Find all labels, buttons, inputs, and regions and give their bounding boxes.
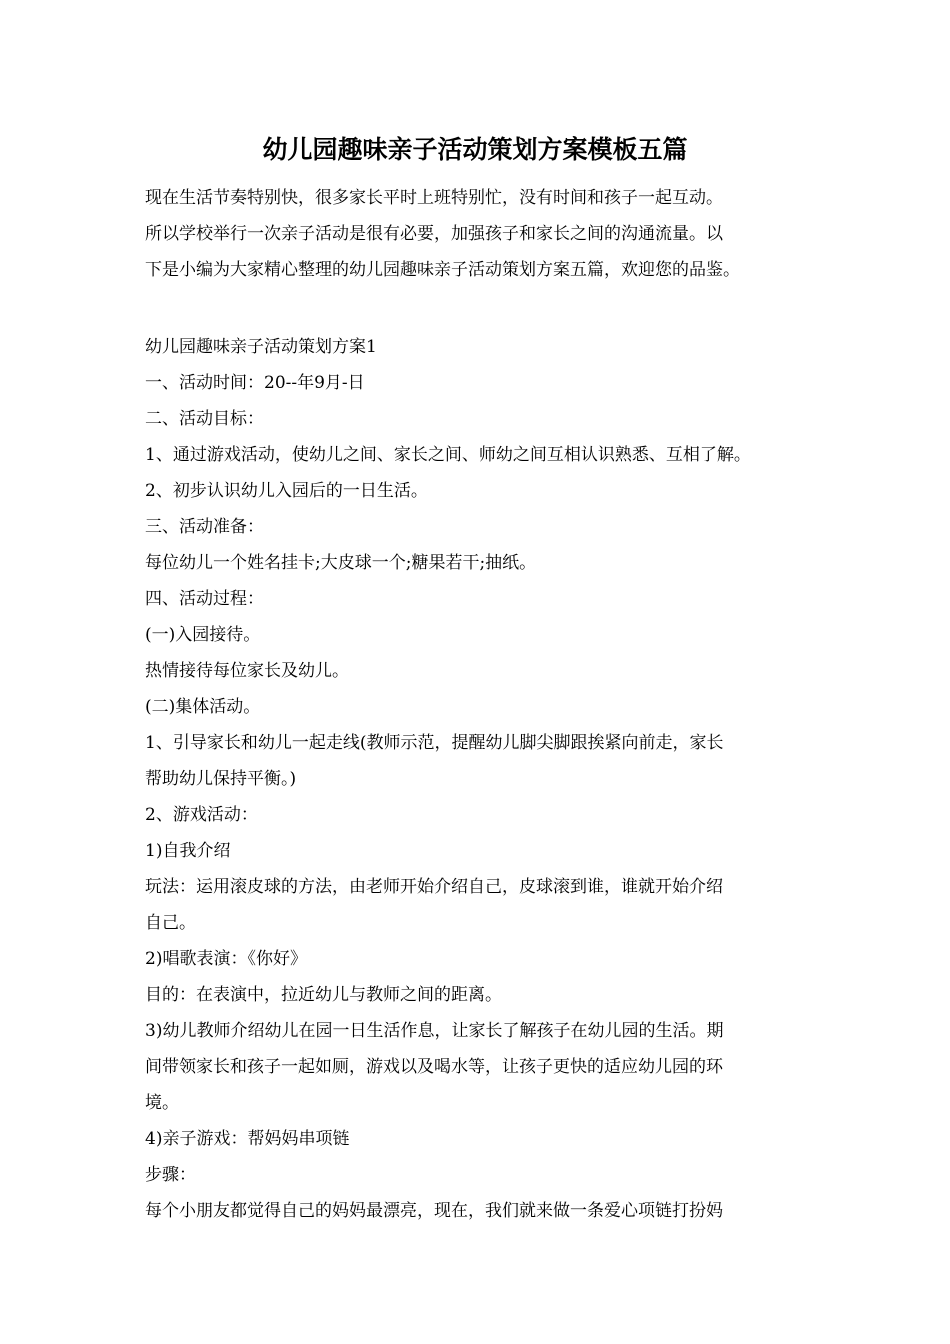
text-line: 1、通过游戏活动，使幼儿之间、家长之间、师幼之间互相认识熟悉、互相了解。: [145, 445, 751, 465]
text-line: 步骤：: [145, 1165, 196, 1185]
text-line: 帮助幼儿保持平衡。): [145, 769, 297, 789]
text-line: 间带领家长和孩子一起如厕，游戏以及喝水等，让孩子更快的适应幼儿园的环: [145, 1057, 723, 1077]
text-line: 自己。: [145, 913, 196, 933]
text-line: 三、活动准备：: [145, 517, 264, 537]
intro-line: 下是小编为大家精心整理的幼儿园趣味亲子活动策划方案五篇，欢迎您的品鉴。: [145, 260, 740, 280]
text-line: 1、引导家长和幼儿一起走线(教师示范，提醒幼儿脚尖脚跟挨紧向前走，家长: [145, 733, 724, 753]
text-line: 二、活动目标：: [145, 409, 264, 429]
paragraph-gap: [145, 288, 817, 329]
text-line: (二)集体活动。: [145, 697, 261, 717]
intro-line: 现在生活节奏特别快，很多家长平时上班特别忙，没有时间和孩子一起互动。: [145, 188, 723, 208]
text-line: 2、初步认识幼儿入园后的一日生活。: [145, 481, 428, 501]
text-line: 每个小朋友都觉得自己的妈妈最漂亮，现在，我们就来做一条爱心项链打扮妈: [145, 1201, 723, 1221]
text-line: (一)入园接待。: [145, 625, 261, 645]
document-body: [145, 180, 817, 1229]
text-line: 1)自我介绍: [145, 841, 231, 861]
text-line: 4)亲子游戏：帮妈妈串项链: [145, 1129, 350, 1149]
intro-line: 所以学校举行一次亲子活动是很有必要，加强孩子和家长之间的沟通流量。以: [145, 224, 723, 244]
text-line: 四、活动过程：: [145, 589, 264, 609]
text-line: 热情接待每位家长及幼儿。: [145, 661, 349, 681]
text-line: 玩法：运用滚皮球的方法，由老师开始介绍自己，皮球滚到谁，谁就开始介绍: [145, 877, 723, 897]
text-line: 3)幼儿教师介绍幼儿在园一日生活作息，让家长了解孩子在幼儿园的生活。期: [145, 1021, 724, 1041]
plan-section: [145, 329, 817, 1229]
text-line: 一、活动时间：20--年9月-日: [145, 373, 365, 393]
text-line: 境。: [145, 1093, 179, 1113]
document-title: 幼儿园趣味亲子活动策划方案模板五篇: [262, 135, 688, 164]
text-line: 每位幼儿一个姓名挂卡;大皮球一个;糖果若干;抽纸。: [145, 553, 537, 573]
intro-paragraph: [145, 180, 817, 288]
text-line: 2、游戏活动：: [145, 805, 258, 825]
text-line: 2)唱歌表演：《你好》: [145, 949, 307, 969]
section-heading: 幼儿园趣味亲子活动策划方案1: [145, 337, 377, 357]
text-line: 目的：在表演中，拉近幼儿与教师之间的距离。: [145, 985, 502, 1005]
